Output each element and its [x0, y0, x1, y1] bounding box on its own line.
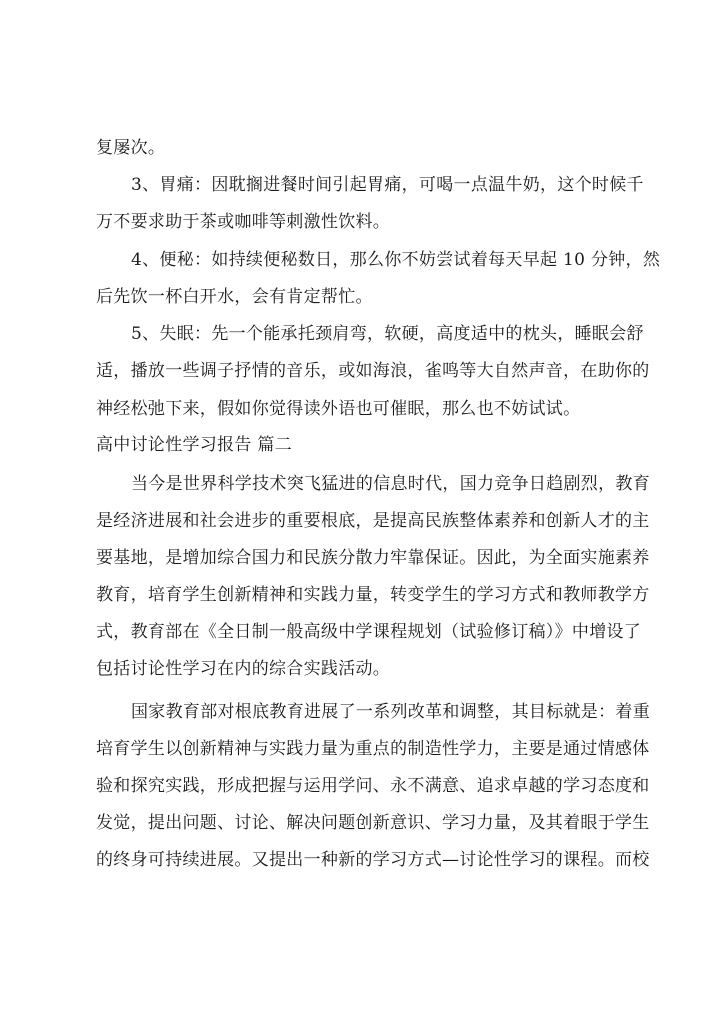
paragraph-line: 验和探究实践，形成把握与运用学问、永不满意、追求卓越的学习态度和 [96, 776, 650, 796]
paragraph-line: 适，播放一些调子抒情的音乐，或如海浪，雀鸣等大自然声音，在助你的 [96, 361, 650, 381]
paragraph-line: 包括讨论性学习在内的综合实践活动。 [96, 659, 391, 679]
section-title: 高中讨论性学习报告 篇二 [96, 435, 293, 455]
paragraph-line: 万不要求助于茶或咖啡等刺激性饮料。 [96, 212, 391, 232]
paragraph-line: 3、胃痛：因耽搁进餐时间引起胃痛，可喝一点温牛奶，这个时候千 [131, 175, 644, 195]
paragraph-line: 4、便秘：如持续便秘数日，那么你不妨尝试着每天早起 10 分钟，然 [131, 250, 661, 270]
paragraph-line: 发觉，提出问题、讨论、解决问题创新意识、学习力量，及其着眼于学生 [96, 813, 650, 833]
paragraph-line: 后先饮一杯白开水，会有肯定帮忙。 [96, 287, 373, 307]
paragraph-line: 式，教育部在《全日制一般高级中学课程规划（试验修订稿）》中增设了 [96, 622, 642, 642]
paragraph-line: 5、失眠：先一个能承托颈肩弯，软硬，高度适中的枕头，睡眠会舒 [131, 324, 644, 344]
paragraph-line: 是经济进展和社会进步的重要根底，是提高民族整体素养和创新人才的主 [96, 511, 650, 531]
paragraph-line: 的终身可持续进展。又提出一种新的学习方式—讨论性学习的课程。而校 [96, 850, 650, 870]
paragraph-line: 复屡次。 [96, 138, 166, 158]
paragraph-line: 培育学生以创新精神与实践力量为重点的制造性学力，主要是通过情感体 [96, 739, 650, 759]
paragraph-line: 要基地，是增加综合国力和民族分散力牢靠保证。因此，为全面实施素养 [96, 548, 650, 568]
paragraph-line: 国家教育部对根底教育进展了一系列改革和调整，其目标就是：着重 [131, 702, 650, 722]
paragraph-line: 教育，培育学生创新精神和实践力量，转变学生的学习方式和教师教学方 [96, 585, 650, 605]
paragraph-line: 当今是世界科学技术突飞猛进的信息时代，国力竞争日趋剧烈，教育 [131, 474, 650, 494]
paragraph-line: 神经松弛下来，假如你觉得读外语也可催眠，那么也不妨试试。 [96, 399, 581, 419]
